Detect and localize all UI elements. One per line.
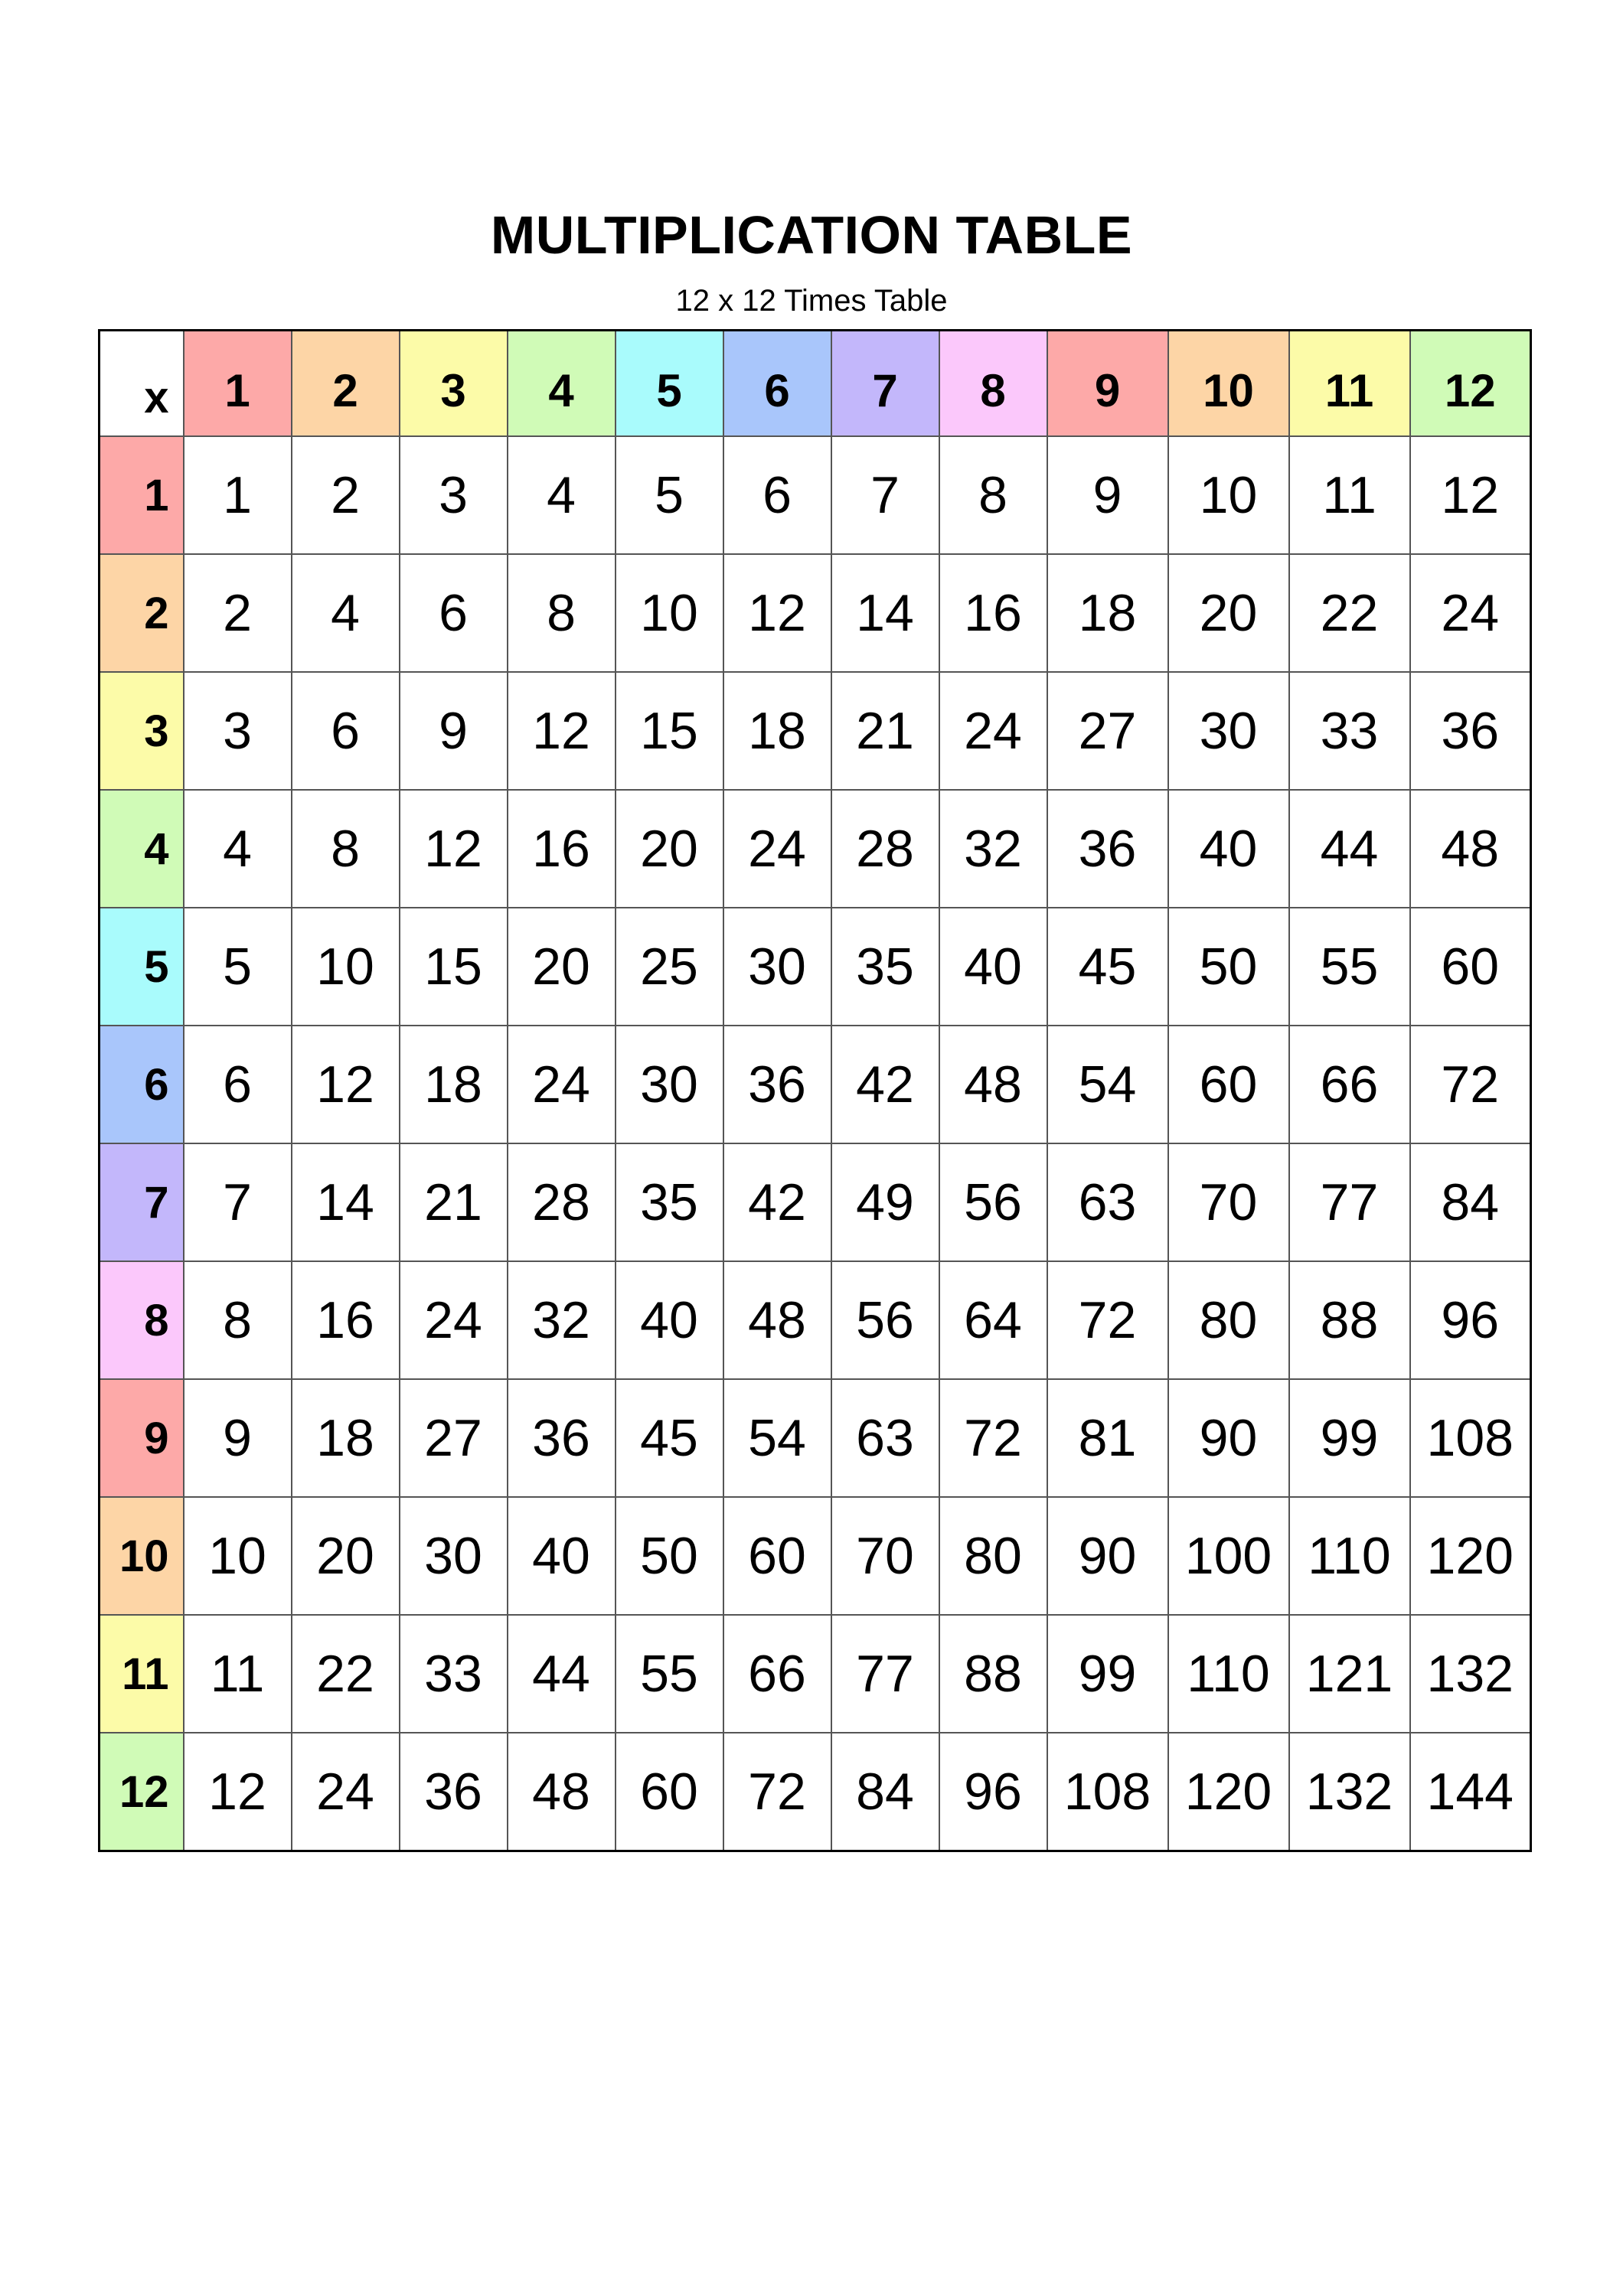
product-cell: 24 xyxy=(939,672,1047,790)
product-cell: 110 xyxy=(1168,1615,1289,1733)
product-cell: 12 xyxy=(723,554,831,672)
product-cell: 99 xyxy=(1047,1615,1168,1733)
product-cell: 20 xyxy=(1168,554,1289,672)
product-cell: 81 xyxy=(1047,1379,1168,1497)
product-cell: 11 xyxy=(184,1615,292,1733)
product-cell: 27 xyxy=(400,1379,508,1497)
product-cell: 11 xyxy=(1289,436,1410,554)
product-cell: 88 xyxy=(1289,1261,1410,1379)
product-cell: 70 xyxy=(831,1497,939,1615)
product-cell: 63 xyxy=(1047,1143,1168,1261)
product-cell: 5 xyxy=(616,436,723,554)
product-cell: 12 xyxy=(400,790,508,908)
column-header: 10 xyxy=(1168,331,1289,437)
product-cell: 9 xyxy=(184,1379,292,1497)
product-cell: 70 xyxy=(1168,1143,1289,1261)
corner-label: x xyxy=(100,331,184,437)
product-cell: 96 xyxy=(939,1733,1047,1851)
row-header: 10 xyxy=(100,1497,184,1615)
page-title: MULTIPLICATION TABLE xyxy=(490,205,1133,265)
product-cell: 35 xyxy=(616,1143,723,1261)
product-cell: 12 xyxy=(184,1733,292,1851)
product-cell: 45 xyxy=(1047,908,1168,1026)
row-header: 11 xyxy=(100,1615,184,1733)
product-cell: 22 xyxy=(1289,554,1410,672)
product-cell: 90 xyxy=(1047,1497,1168,1615)
product-cell: 7 xyxy=(831,436,939,554)
row-header: 2 xyxy=(100,554,184,672)
row-header: 4 xyxy=(100,790,184,908)
product-cell: 36 xyxy=(1410,672,1531,790)
product-cell: 30 xyxy=(1168,672,1289,790)
row-header: 12 xyxy=(100,1733,184,1851)
product-cell: 18 xyxy=(1047,554,1168,672)
product-cell: 88 xyxy=(939,1615,1047,1733)
page-subtitle: 12 x 12 Times Table xyxy=(675,284,948,318)
product-cell: 66 xyxy=(723,1615,831,1733)
product-cell: 54 xyxy=(1047,1026,1168,1143)
product-cell: 9 xyxy=(1047,436,1168,554)
product-cell: 144 xyxy=(1410,1733,1531,1851)
product-cell: 28 xyxy=(831,790,939,908)
product-cell: 8 xyxy=(939,436,1047,554)
row-header: 5 xyxy=(100,908,184,1026)
product-cell: 56 xyxy=(939,1143,1047,1261)
product-cell: 35 xyxy=(831,908,939,1026)
column-header: 5 xyxy=(616,331,723,437)
header-row xyxy=(100,331,1531,437)
product-cell: 96 xyxy=(1410,1261,1531,1379)
table-body xyxy=(100,436,1531,1851)
product-cell: 32 xyxy=(939,790,1047,908)
product-cell: 60 xyxy=(1410,908,1531,1026)
table-row xyxy=(100,672,1531,790)
product-cell: 1 xyxy=(184,436,292,554)
product-cell: 132 xyxy=(1289,1733,1410,1851)
product-cell: 27 xyxy=(1047,672,1168,790)
product-cell: 84 xyxy=(1410,1143,1531,1261)
product-cell: 48 xyxy=(508,1733,616,1851)
table-row xyxy=(100,1615,1531,1733)
product-cell: 40 xyxy=(616,1261,723,1379)
product-cell: 20 xyxy=(292,1497,400,1615)
product-cell: 44 xyxy=(1289,790,1410,908)
product-cell: 24 xyxy=(508,1026,616,1143)
product-cell: 25 xyxy=(616,908,723,1026)
product-cell: 72 xyxy=(939,1379,1047,1497)
product-cell: 84 xyxy=(831,1733,939,1851)
table-row xyxy=(100,790,1531,908)
column-header: 4 xyxy=(508,331,616,437)
table-row xyxy=(100,1026,1531,1143)
product-cell: 12 xyxy=(292,1026,400,1143)
product-cell: 16 xyxy=(508,790,616,908)
column-header: 6 xyxy=(723,331,831,437)
product-cell: 42 xyxy=(831,1026,939,1143)
product-cell: 14 xyxy=(831,554,939,672)
product-cell: 121 xyxy=(1289,1615,1410,1733)
product-cell: 36 xyxy=(1047,790,1168,908)
product-cell: 36 xyxy=(723,1026,831,1143)
product-cell: 16 xyxy=(292,1261,400,1379)
product-cell: 6 xyxy=(400,554,508,672)
product-cell: 30 xyxy=(616,1026,723,1143)
table-row xyxy=(100,436,1531,554)
product-cell: 48 xyxy=(1410,790,1531,908)
product-cell: 60 xyxy=(723,1497,831,1615)
product-cell: 80 xyxy=(939,1497,1047,1615)
product-cell: 2 xyxy=(184,554,292,672)
product-cell: 2 xyxy=(292,436,400,554)
product-cell: 108 xyxy=(1047,1733,1168,1851)
row-header: 1 xyxy=(100,436,184,554)
table-row xyxy=(100,1733,1531,1851)
product-cell: 48 xyxy=(939,1026,1047,1143)
product-cell: 20 xyxy=(508,908,616,1026)
product-cell: 120 xyxy=(1410,1497,1531,1615)
product-cell: 32 xyxy=(508,1261,616,1379)
product-cell: 48 xyxy=(723,1261,831,1379)
product-cell: 9 xyxy=(400,672,508,790)
product-cell: 15 xyxy=(400,908,508,1026)
column-header: 11 xyxy=(1289,331,1410,437)
product-cell: 12 xyxy=(508,672,616,790)
product-cell: 100 xyxy=(1168,1497,1289,1615)
column-header: 7 xyxy=(831,331,939,437)
table-row xyxy=(100,1261,1531,1379)
table-row xyxy=(100,554,1531,672)
product-cell: 18 xyxy=(292,1379,400,1497)
product-cell: 30 xyxy=(723,908,831,1026)
product-cell: 10 xyxy=(1168,436,1289,554)
product-cell: 10 xyxy=(184,1497,292,1615)
row-header: 8 xyxy=(100,1261,184,1379)
product-cell: 4 xyxy=(184,790,292,908)
table-row xyxy=(100,908,1531,1026)
product-cell: 42 xyxy=(723,1143,831,1261)
product-cell: 90 xyxy=(1168,1379,1289,1497)
product-cell: 14 xyxy=(292,1143,400,1261)
table-row xyxy=(100,1143,1531,1261)
product-cell: 54 xyxy=(723,1379,831,1497)
product-cell: 8 xyxy=(184,1261,292,1379)
product-cell: 132 xyxy=(1410,1615,1531,1733)
column-header: 3 xyxy=(400,331,508,437)
product-cell: 120 xyxy=(1168,1733,1289,1851)
product-cell: 77 xyxy=(1289,1143,1410,1261)
product-cell: 28 xyxy=(508,1143,616,1261)
product-cell: 63 xyxy=(831,1379,939,1497)
column-header: 1 xyxy=(184,331,292,437)
product-cell: 8 xyxy=(508,554,616,672)
product-cell: 10 xyxy=(292,908,400,1026)
table-row xyxy=(100,1379,1531,1497)
column-header: 2 xyxy=(292,331,400,437)
product-cell: 15 xyxy=(616,672,723,790)
product-cell: 36 xyxy=(400,1733,508,1851)
product-cell: 18 xyxy=(400,1026,508,1143)
product-cell: 60 xyxy=(616,1733,723,1851)
product-cell: 4 xyxy=(292,554,400,672)
product-cell: 4 xyxy=(508,436,616,554)
product-cell: 18 xyxy=(723,672,831,790)
product-cell: 36 xyxy=(508,1379,616,1497)
column-header: 8 xyxy=(939,331,1047,437)
product-cell: 24 xyxy=(1410,554,1531,672)
row-header: 6 xyxy=(100,1026,184,1143)
product-cell: 55 xyxy=(1289,908,1410,1026)
row-header: 9 xyxy=(100,1379,184,1497)
product-cell: 6 xyxy=(292,672,400,790)
column-header: 12 xyxy=(1410,331,1531,437)
product-cell: 24 xyxy=(400,1261,508,1379)
product-cell: 21 xyxy=(831,672,939,790)
product-cell: 40 xyxy=(939,908,1047,1026)
product-cell: 50 xyxy=(616,1497,723,1615)
product-cell: 72 xyxy=(1410,1026,1531,1143)
product-cell: 40 xyxy=(1168,790,1289,908)
column-header: 9 xyxy=(1047,331,1168,437)
product-cell: 3 xyxy=(400,436,508,554)
product-cell: 24 xyxy=(292,1733,400,1851)
product-cell: 45 xyxy=(616,1379,723,1497)
product-cell: 7 xyxy=(184,1143,292,1261)
product-cell: 77 xyxy=(831,1615,939,1733)
product-cell: 20 xyxy=(616,790,723,908)
product-cell: 6 xyxy=(184,1026,292,1143)
product-cell: 72 xyxy=(1047,1261,1168,1379)
table-row xyxy=(100,1497,1531,1615)
product-cell: 3 xyxy=(184,672,292,790)
product-cell: 108 xyxy=(1410,1379,1531,1497)
product-cell: 44 xyxy=(508,1615,616,1733)
row-header: 3 xyxy=(100,672,184,790)
row-header: 7 xyxy=(100,1143,184,1261)
product-cell: 55 xyxy=(616,1615,723,1733)
product-cell: 16 xyxy=(939,554,1047,672)
product-cell: 40 xyxy=(508,1497,616,1615)
product-cell: 99 xyxy=(1289,1379,1410,1497)
product-cell: 6 xyxy=(723,436,831,554)
product-cell: 22 xyxy=(292,1615,400,1733)
multiplication-table xyxy=(98,329,1532,1852)
product-cell: 64 xyxy=(939,1261,1047,1379)
product-cell: 49 xyxy=(831,1143,939,1261)
product-cell: 24 xyxy=(723,790,831,908)
product-cell: 8 xyxy=(292,790,400,908)
product-cell: 66 xyxy=(1289,1026,1410,1143)
product-cell: 33 xyxy=(400,1615,508,1733)
product-cell: 60 xyxy=(1168,1026,1289,1143)
product-cell: 110 xyxy=(1289,1497,1410,1615)
product-cell: 21 xyxy=(400,1143,508,1261)
product-cell: 5 xyxy=(184,908,292,1026)
product-cell: 72 xyxy=(723,1733,831,1851)
product-cell: 80 xyxy=(1168,1261,1289,1379)
product-cell: 10 xyxy=(616,554,723,672)
product-cell: 12 xyxy=(1410,436,1531,554)
product-cell: 50 xyxy=(1168,908,1289,1026)
product-cell: 56 xyxy=(831,1261,939,1379)
product-cell: 33 xyxy=(1289,672,1410,790)
product-cell: 30 xyxy=(400,1497,508,1615)
